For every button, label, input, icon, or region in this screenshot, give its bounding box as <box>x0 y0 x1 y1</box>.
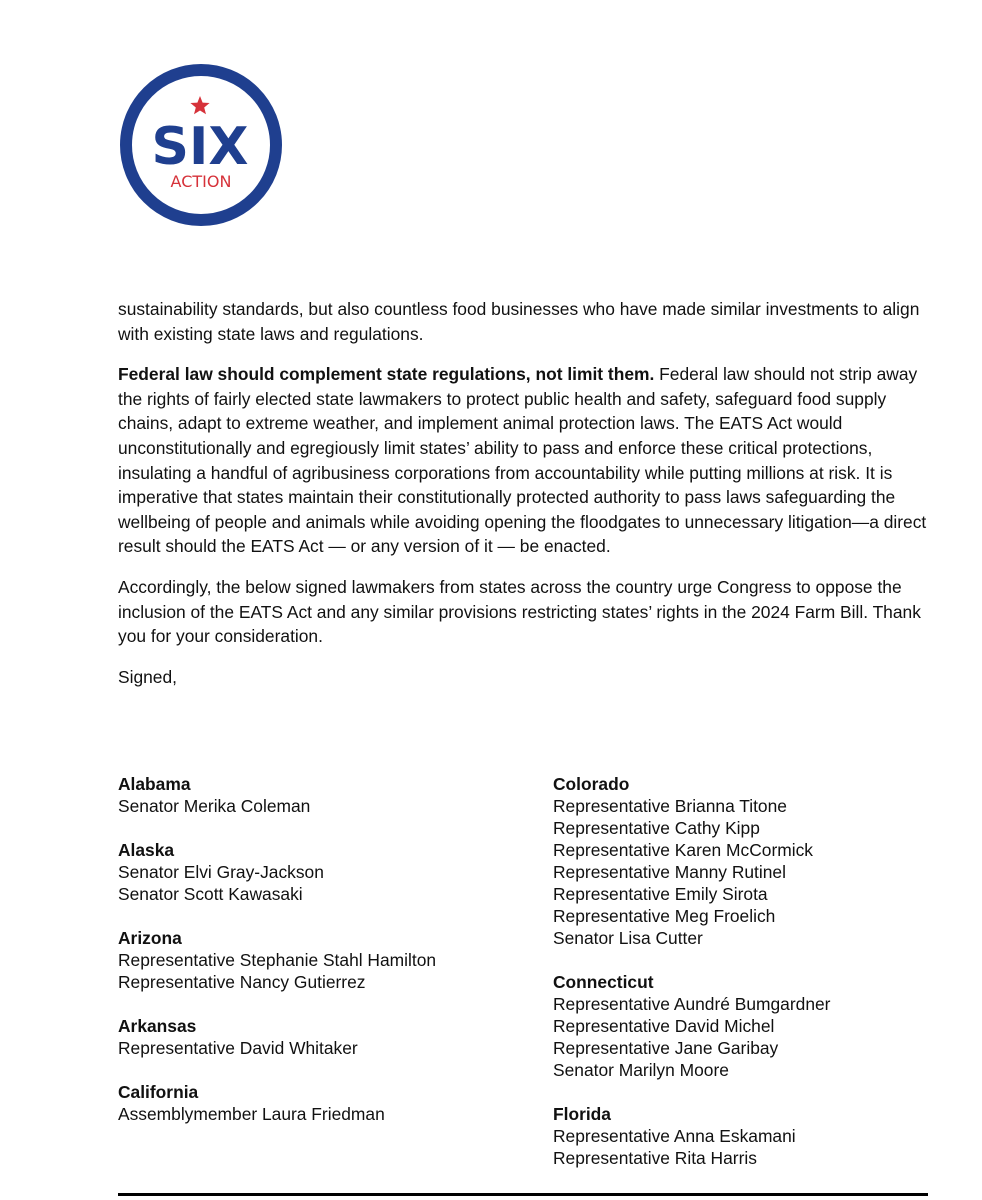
state-block-florida <box>553 1103 953 1169</box>
signatory: Representative David Michel <box>553 1016 775 1036</box>
state-name: California <box>118 1082 199 1102</box>
signatory: Representative Cathy Kipp <box>553 818 760 838</box>
logo-subtitle: ACTION <box>170 172 232 191</box>
state-block-arizona <box>118 927 538 993</box>
state-block-alabama <box>118 773 538 817</box>
state-name: Alabama <box>118 774 191 794</box>
state-block-colorado <box>553 773 953 949</box>
signatory: Representative David Whitaker <box>118 1038 358 1058</box>
signoff: Signed, <box>118 666 177 687</box>
paragraph-1: sustainability standards, but also countless food businesses who have made similar investments to align with existing state laws and regulations. <box>118 299 920 344</box>
state-block-california <box>118 1081 538 1125</box>
state-name: Florida <box>553 1104 611 1124</box>
state-name: Colorado <box>553 774 630 794</box>
signatory: Representative Emily Sirota <box>553 884 768 904</box>
state-name: Arkansas <box>118 1016 197 1036</box>
signatory: Senator Lisa Cutter <box>553 928 703 948</box>
paragraph-2 <box>118 362 933 559</box>
paragraph-2-rest: Federal law should not strip away the rights of fairly elected state lawmakers to protect public health and safety, safeguard food supply chains, adapt to extreme weather, and implement animal protection laws. The EATS Act would unconstitutionally and egregiously limit states’ ability to pass and enforce these critical protections, insulating a handful of agribusiness corporations from accountability while putting millions at risk. It is imperative that states maintain their constitutionally protected authority to pass laws safeguarding the wellbeing of people and animals while avoiding opening the floodgates to unnecessary litigation—a direct result should the EATS Act — or any version of it — be enacted. <box>118 364 927 557</box>
signatory: Senator Marilyn Moore <box>553 1060 729 1080</box>
signatory: Representative Brianna Titone <box>553 796 787 816</box>
signatories-left-column <box>118 773 538 1147</box>
signatory: Representative Stephanie Stahl Hamilton <box>118 950 437 970</box>
signatory: Representative Rita Harris <box>553 1148 757 1168</box>
paragraph-2-lead: Federal law should complement state regulations, not limit them. <box>118 364 655 385</box>
six-action-logo <box>118 62 284 228</box>
footer-divider <box>118 1193 928 1196</box>
signatory: Representative Nancy Gutierrez <box>118 972 366 992</box>
signatory: Representative Karen McCormick <box>553 840 813 860</box>
signatories-right-column <box>553 773 953 1191</box>
signatory: Representative Meg Froelich <box>553 906 776 926</box>
state-block-connecticut <box>553 971 953 1081</box>
logo-wordmark: SIX <box>151 117 249 177</box>
state-name: Arizona <box>118 928 182 948</box>
signatory: Assemblymember Laura Friedman <box>118 1104 385 1124</box>
signatory: Senator Elvi Gray-Jackson <box>118 862 324 882</box>
signatory: Representative Manny Rutinel <box>553 862 786 882</box>
logo-graphic <box>118 62 284 228</box>
signatory: Representative Jane Garibay <box>553 1038 779 1058</box>
state-name: Connecticut <box>553 972 654 992</box>
signatory: Representative Aundré Bumgardner <box>553 994 831 1014</box>
state-block-alaska <box>118 839 538 905</box>
signatory: Representative Anna Eskamani <box>553 1126 796 1146</box>
signatory: Senator Scott Kawasaki <box>118 884 303 904</box>
letter-body <box>118 297 933 689</box>
signatory: Senator Merika Coleman <box>118 796 311 816</box>
paragraph-3: Accordingly, the below signed lawmakers from states across the country urge Congress to oppose the inclusion of the EATS Act and any similar provisions restricting states’ rights in the 2024 Farm Bill. Thank you for your consideration. <box>118 576 921 647</box>
state-block-arkansas <box>118 1015 538 1059</box>
state-name: Alaska <box>118 840 175 860</box>
